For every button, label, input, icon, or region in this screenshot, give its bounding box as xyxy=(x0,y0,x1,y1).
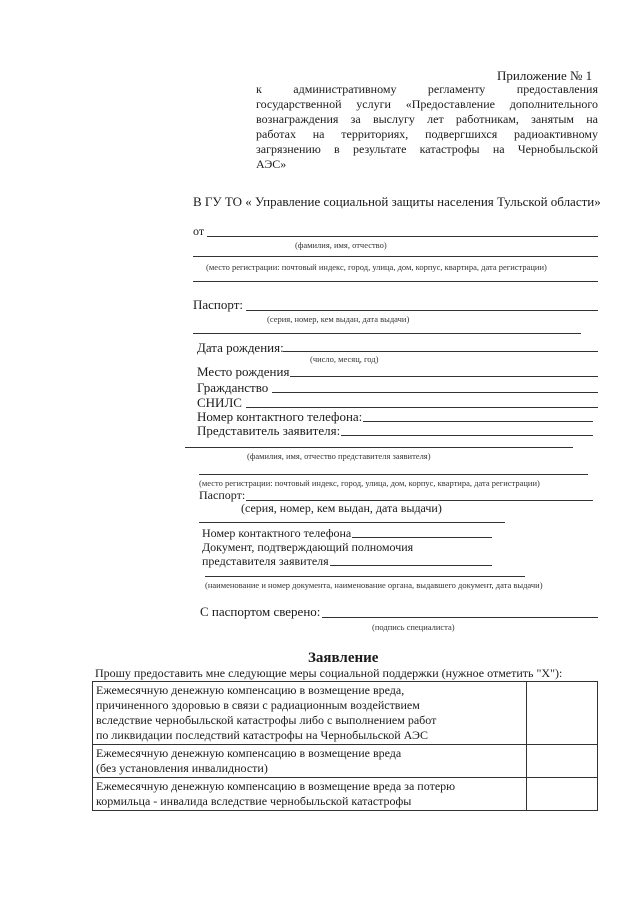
option-1-line-3: вследствие чернобыльской катастрофы либо с выполнением работ xyxy=(96,713,437,727)
option-1-checkbox[interactable] xyxy=(527,682,598,745)
from-hint: (фамилия, имя, отчество) xyxy=(295,240,387,250)
birthplace-line[interactable] xyxy=(290,376,598,377)
addressee: В ГУ ТО « Управление социальной защиты населения Тульской области» xyxy=(193,194,601,209)
representative-document-label-1: Документ, подтверждающий полномочия xyxy=(202,540,414,554)
representative-phone-label: Номер контактного телефона xyxy=(202,526,352,540)
appendix-line-4: работах на территориях, подвергшихся радиоактивному xyxy=(256,127,598,141)
representative-phone-line[interactable] xyxy=(352,537,492,538)
option-2-checkbox[interactable] xyxy=(527,745,598,778)
snils-line[interactable] xyxy=(246,407,598,408)
passport-line-2[interactable] xyxy=(193,333,581,334)
passport-label: Паспорт: xyxy=(193,297,244,312)
statement-title: Заявление xyxy=(308,650,379,666)
support-option-row xyxy=(93,745,598,778)
snils-label: СНИЛС xyxy=(197,395,242,410)
phone-line[interactable] xyxy=(363,421,593,422)
representative-name-hint: (фамилия, имя, отчество представителя заявителя) xyxy=(247,451,431,461)
representative-passport-hint: (серия, номер, кем выдан, дата выдачи) xyxy=(241,501,442,515)
phone-label: Номер контактного телефона: xyxy=(197,409,363,424)
option-1-line-2: причиненного здоровью в связи с радиационным воздействием xyxy=(96,698,420,712)
representative-line[interactable] xyxy=(341,435,593,436)
representative-document-hint: (наименование и номер документа, наименование органа, выдавшего документ, дата выдачи) xyxy=(205,580,543,590)
support-option-text xyxy=(93,778,527,811)
verified-label: С паспортом сверено: xyxy=(200,604,321,619)
birthdate-hint: (число, месяц, год) xyxy=(310,354,379,364)
support-option-text xyxy=(93,745,527,778)
support-option-text xyxy=(93,682,527,745)
option-3-line-2: кормильца - инвалида вследствие чернобыльской катастрофы xyxy=(96,794,412,808)
appendix-line-1: к административному регламенту предоставления xyxy=(256,82,598,96)
appendix-line-3: вознаграждения за выслугу лет работникам, занятым на xyxy=(256,112,598,126)
representative-passport-label: Паспорт: xyxy=(199,488,246,502)
from-line[interactable] xyxy=(207,236,598,237)
registration-line[interactable] xyxy=(193,256,598,257)
signature-line[interactable] xyxy=(322,617,598,618)
representative-document-line[interactable] xyxy=(330,565,492,566)
appendix-title: Приложение № 1 xyxy=(497,68,593,83)
citizenship-line[interactable] xyxy=(272,392,598,393)
option-1-line-1: Ежемесячную денежную компенсацию в возмещение вреда, xyxy=(96,683,405,697)
appendix-line-2: государственной услуги «Предоставление дополнительного xyxy=(256,97,598,111)
citizenship-label: Гражданство xyxy=(197,380,269,395)
statement-request: Прошу предоставить мне следующие меры социальной поддержки (нужное отметить "Х"): xyxy=(95,666,563,680)
birthdate-label: Дата рождения: xyxy=(197,340,284,355)
signature-hint: (подпись специалиста) xyxy=(372,622,455,632)
support-option-row xyxy=(93,682,598,745)
appendix-line-5: загрязнению в результате катастрофы на Чернобыльской xyxy=(256,142,598,156)
passport-line[interactable] xyxy=(246,310,598,311)
representative-label: Представитель заявителя: xyxy=(197,423,341,438)
registration-hint: (место регистрации: почтовый индекс, город, улица, дом, корпус, квартира, дата регистрации) xyxy=(206,262,547,272)
option-1-line-4: по ликвидации последствий катастрофы на Чернобыльской АЭС xyxy=(96,728,428,742)
representative-document-line-2[interactable] xyxy=(205,576,525,577)
option-3-checkbox[interactable] xyxy=(527,778,598,811)
representative-document-label-2: представителя заявителя xyxy=(202,554,329,568)
support-options-table xyxy=(92,681,598,811)
representative-name-line[interactable] xyxy=(185,447,573,448)
option-3-line-1: Ежемесячную денежную компенсацию в возмещение вреда за потерю xyxy=(96,779,456,793)
from-label: от xyxy=(193,224,205,238)
representative-passport-line-2[interactable] xyxy=(199,522,505,523)
birthdate-line[interactable] xyxy=(283,351,598,352)
appendix-line-6: АЭС» xyxy=(256,157,287,171)
passport-hint: (серия, номер, кем выдан, дата выдачи) xyxy=(267,314,410,324)
option-2-line-2: (без установления инвалидности) xyxy=(96,761,268,775)
birthplace-label: Место рождения xyxy=(197,364,290,379)
representative-registration-line[interactable] xyxy=(199,474,588,475)
option-2-line-1: Ежемесячную денежную компенсацию в возмещение вреда xyxy=(96,746,402,760)
registration-line-2[interactable] xyxy=(193,281,598,282)
support-option-row xyxy=(93,778,598,811)
representative-registration-hint: (место регистрации: почтовый индекс, город, улица, дом, корпус, квартира, дата регистрации) xyxy=(199,478,540,488)
